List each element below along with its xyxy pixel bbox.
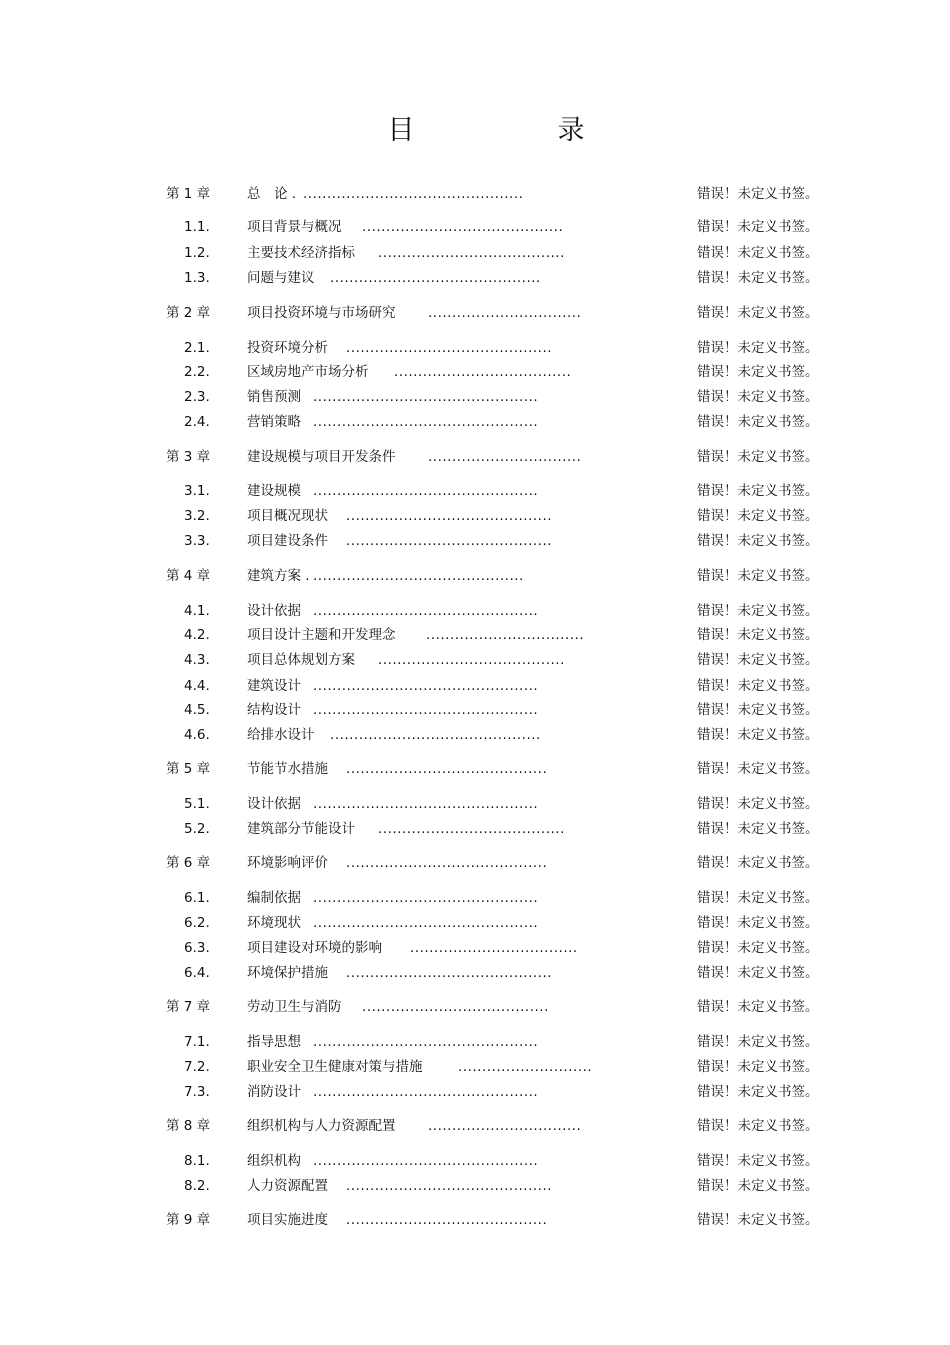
entry-number: 第 1 章 [166, 186, 211, 202]
entry-title: 营销策略 [247, 414, 301, 430]
page-reference: 错误！未定义书签。 [697, 678, 819, 694]
entry-title: 主要技术经济指标 [247, 245, 355, 261]
toc-chapter-entry[interactable] [0, 996, 950, 1018]
page-reference: 错误！未定义书签。 [697, 796, 819, 812]
page-reference: 错误！未定义书签。 [697, 568, 819, 584]
entry-title: 项目概况现状 [247, 508, 328, 524]
entry-title: 项目总体规划方案 [247, 652, 355, 668]
entry-number: 第 6 章 [166, 855, 211, 871]
entry-number: 第 5 章 [166, 761, 211, 777]
entry-number: 6.4. [184, 965, 210, 981]
page-reference: 错误！未定义书签。 [697, 761, 819, 777]
entry-title: 组织机构 [247, 1153, 301, 1169]
toc-section-entry[interactable] [0, 675, 950, 697]
page-reference: 错误！未定义书签。 [697, 1118, 819, 1134]
entry-title: 销售预测 [247, 389, 301, 405]
page-reference: 错误！未定义书签。 [697, 652, 819, 668]
page-reference: 错误！未定义书签。 [697, 965, 819, 981]
page-reference: 错误！未定义书签。 [697, 1084, 819, 1100]
dot-leader: ................................. [426, 627, 585, 643]
toc-section-entry[interactable] [0, 267, 950, 289]
page-reference: 错误！未定义书签。 [697, 389, 819, 405]
entry-number: 7.2. [184, 1059, 210, 1075]
page-title: 目 录 [387, 115, 643, 146]
page-reference: 错误！未定义书签。 [697, 270, 819, 286]
entry-title: 设计依据 [247, 796, 301, 812]
toc-chapter-entry[interactable] [0, 852, 950, 874]
toc-section-entry[interactable] [0, 912, 950, 934]
toc-chapter-entry[interactable] [0, 1209, 950, 1231]
toc-section-entry[interactable] [0, 818, 950, 840]
dot-leader: ..................................... [394, 364, 572, 380]
dot-leader: ............................................... [313, 678, 539, 694]
toc-section-entry[interactable] [0, 1031, 950, 1053]
entry-number: 8.2. [184, 1178, 210, 1194]
entry-title: 建筑设计 [247, 678, 301, 694]
entry-number: 第 4 章 [166, 568, 211, 584]
page-reference: 错误！未定义书签。 [697, 483, 819, 499]
page-reference: 错误！未定义书签。 [697, 1153, 819, 1169]
dot-leader: ....................................... [362, 999, 549, 1015]
entry-title: 编制依据 [247, 890, 301, 906]
page-reference: 错误！未定义书签。 [697, 890, 819, 906]
dot-leader: ........................................... [346, 533, 553, 549]
dot-leader: .......................................... [362, 219, 564, 235]
entry-number: 第 2 章 [166, 305, 211, 321]
toc-section-entry[interactable] [0, 1081, 950, 1103]
entry-number: 7.3. [184, 1084, 210, 1100]
page-reference: 错误！未定义书签。 [697, 1059, 819, 1075]
entry-number: 4.4. [184, 678, 210, 694]
entry-title: 问题与建议 [247, 270, 315, 286]
toc-section-entry[interactable] [0, 962, 950, 984]
entry-number: 6.1. [184, 890, 210, 906]
toc-section-entry[interactable] [0, 600, 950, 622]
page-reference: 错误！未定义书签。 [697, 305, 819, 321]
entry-title: 建筑部分节能设计 [247, 821, 355, 837]
page-reference: 错误！未定义书签。 [697, 245, 819, 261]
entry-title: 项目建设对环境的影响 [247, 940, 382, 956]
entry-number: 2.4. [184, 414, 210, 430]
entry-number: 1.1. [184, 219, 210, 235]
entry-number: 6.2. [184, 915, 210, 931]
dot-leader: ............................ [458, 1059, 593, 1075]
toc-section-entry[interactable] [0, 337, 950, 359]
entry-title: 项目实施进度 [247, 1212, 328, 1228]
toc-chapter-entry[interactable] [0, 183, 950, 205]
entry-title: 建设规模与项目开发条件 [247, 449, 396, 465]
toc-chapter-entry[interactable] [0, 1115, 950, 1137]
entry-number: 5.2. [184, 821, 210, 837]
entry-title: 环境影响评价 [247, 855, 328, 871]
page-reference: 错误！未定义书签。 [697, 186, 819, 202]
page-reference: 错误！未定义书签。 [697, 603, 819, 619]
page-reference: 错误！未定义书签。 [697, 1212, 819, 1228]
page-reference: 错误！未定义书签。 [697, 727, 819, 743]
dot-leader: ................................ [428, 305, 582, 321]
dot-leader: ................................ [428, 449, 582, 465]
dot-leader: ............................................... [313, 1034, 539, 1050]
dot-leader: ........................................... [346, 965, 553, 981]
entry-number: 7.1. [184, 1034, 210, 1050]
entry-title: 设计依据 [247, 603, 301, 619]
page-reference: 错误！未定义书签。 [697, 821, 819, 837]
toc-section-entry[interactable] [0, 699, 950, 721]
toc-section-entry[interactable] [0, 216, 950, 238]
dot-leader: ................................ [428, 1118, 582, 1134]
dot-leader: ........................................... [346, 1178, 553, 1194]
entry-title: 项目设计主题和开发理念 [247, 627, 396, 643]
entry-number: 1.2. [184, 245, 210, 261]
entry-number: 2.2. [184, 364, 210, 380]
toc-section-entry[interactable] [0, 386, 950, 408]
entry-number: 4.3. [184, 652, 210, 668]
dot-leader: ............................................ [330, 270, 541, 286]
entry-number: 第 3 章 [166, 449, 211, 465]
dot-leader: ............................................... [313, 1153, 539, 1169]
dot-leader: .......................................... [346, 761, 548, 777]
dot-leader: ............................................... [313, 890, 539, 906]
entry-number: 3.1. [184, 483, 210, 499]
page-reference: 错误！未定义书签。 [697, 533, 819, 549]
dot-leader: ............................................... [313, 915, 539, 931]
page-reference: 错误！未定义书签。 [697, 414, 819, 430]
entry-title: 总 论 . [247, 186, 297, 202]
page-reference: 错误！未定义书签。 [697, 364, 819, 380]
entry-number: 3.3. [184, 533, 210, 549]
toc-section-entry[interactable] [0, 887, 950, 909]
dot-leader: ............................................... [313, 1084, 539, 1100]
entry-title: 人力资源配置 [247, 1178, 328, 1194]
dot-leader: ............................................... [313, 796, 539, 812]
toc-section-entry[interactable] [0, 649, 950, 671]
entry-title: 组织机构与人力资源配置 [247, 1118, 396, 1134]
toc-section-entry[interactable] [0, 480, 950, 502]
page-reference: 错误！未定义书签。 [697, 449, 819, 465]
entry-title: 投资环境分析 [247, 340, 328, 356]
toc-section-entry[interactable] [0, 411, 950, 433]
toc-section-entry[interactable] [0, 1150, 950, 1172]
entry-number: 1.3. [184, 270, 210, 286]
dot-leader: ....................................... [378, 245, 565, 261]
entry-number: 4.1. [184, 603, 210, 619]
dot-leader: ............................................... [313, 603, 539, 619]
entry-title: 项目建设条件 [247, 533, 328, 549]
page-reference: 错误！未定义书签。 [697, 855, 819, 871]
dot-leader: .......................................... [346, 855, 548, 871]
page-reference: 错误！未定义书签。 [697, 340, 819, 356]
page-reference: 错误！未定义书签。 [697, 1034, 819, 1050]
dot-leader: ............................................... [313, 389, 539, 405]
entry-title: 建设规模 [247, 483, 301, 499]
dot-leader: .............................................. [303, 186, 524, 202]
dot-leader: ............................................ [330, 727, 541, 743]
dot-leader: ................................... [410, 940, 578, 956]
toc-section-entry[interactable] [0, 793, 950, 815]
entry-number: 4.5. [184, 702, 210, 718]
toc-section-entry[interactable] [0, 242, 950, 264]
entry-title: 劳动卫生与消防 [247, 999, 342, 1015]
page-reference: 错误！未定义书签。 [697, 627, 819, 643]
entry-number: 8.1. [184, 1153, 210, 1169]
toc-section-entry[interactable] [0, 937, 950, 959]
entry-title: 指导思想 [247, 1034, 301, 1050]
entry-title: 项目背景与概况 [247, 219, 342, 235]
toc-section-entry[interactable] [0, 1056, 950, 1078]
dot-leader: .......................................... [346, 1212, 548, 1228]
toc-chapter-entry[interactable] [0, 302, 950, 324]
entry-number: 4.2. [184, 627, 210, 643]
entry-title: 环境保护措施 [247, 965, 328, 981]
entry-title: 节能节水措施 [247, 761, 328, 777]
toc-section-entry[interactable] [0, 1175, 950, 1197]
entry-title: 给排水设计 [247, 727, 315, 743]
toc-section-entry[interactable] [0, 505, 950, 527]
page-reference: 错误！未定义书签。 [697, 1178, 819, 1194]
entry-title: 消防设计 [247, 1084, 301, 1100]
page-reference: 错误！未定义书签。 [697, 999, 819, 1015]
dot-leader: ....................................... [378, 821, 565, 837]
entry-title: 建筑方案 . [247, 568, 310, 584]
entry-number: 第 9 章 [166, 1212, 211, 1228]
page-reference: 错误！未定义书签。 [697, 219, 819, 235]
dot-leader: ............................................... [313, 483, 539, 499]
entry-title: 环境现状 [247, 915, 301, 931]
entry-number: 6.3. [184, 940, 210, 956]
toc-section-entry[interactable] [0, 724, 950, 746]
toc-chapter-entry[interactable] [0, 446, 950, 468]
page-reference: 错误！未定义书签。 [697, 915, 819, 931]
entry-number: 第 7 章 [166, 999, 211, 1015]
entry-number: 5.1. [184, 796, 210, 812]
page-reference: 错误！未定义书签。 [697, 702, 819, 718]
toc-section-entry[interactable] [0, 530, 950, 552]
dot-leader: ............................................ [313, 568, 524, 584]
entry-number: 2.1. [184, 340, 210, 356]
entry-title: 区域房地产市场分析 [247, 364, 369, 380]
entry-title: 结构设计 [247, 702, 301, 718]
toc-section-entry[interactable] [0, 361, 950, 383]
toc-chapter-entry[interactable] [0, 565, 950, 587]
toc-section-entry[interactable] [0, 624, 950, 646]
page-reference: 错误！未定义书签。 [697, 508, 819, 524]
dot-leader: ........................................... [346, 340, 553, 356]
dot-leader: ........................................... [346, 508, 553, 524]
dot-leader: ............................................... [313, 702, 539, 718]
dot-leader: ....................................... [378, 652, 565, 668]
toc-chapter-entry[interactable] [0, 758, 950, 780]
entry-title: 项目投资环境与市场研究 [247, 305, 396, 321]
entry-title: 职业安全卫生健康对策与措施 [247, 1059, 423, 1075]
entry-number: 4.6. [184, 727, 210, 743]
entry-number: 3.2. [184, 508, 210, 524]
entry-number: 2.3. [184, 389, 210, 405]
entry-number: 第 8 章 [166, 1118, 211, 1134]
dot-leader: ............................................... [313, 414, 539, 430]
page-reference: 错误！未定义书签。 [697, 940, 819, 956]
